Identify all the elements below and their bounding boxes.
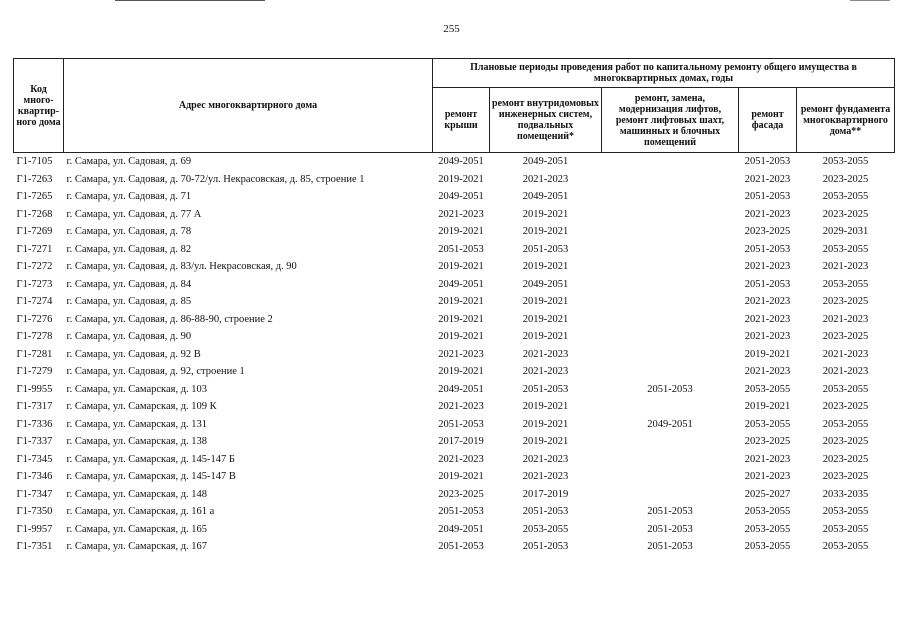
cell-facade: 2053-2055 [744,418,791,430]
cell-facade: 2051-2053 [744,243,791,255]
cell-foundation: 2053-2055 [822,383,869,395]
table-row [14,153,895,171]
cell-foundation: 2023-2025 [822,453,869,465]
cell-engineering: 2019-2021 [522,401,569,412]
cell-lifts [602,258,739,276]
cell-roof: 2019-2021 [438,313,484,325]
table-row [14,293,895,311]
cell-facade: 2021-2023 [744,471,791,482]
cell-roof: 2019-2021 [438,173,484,185]
cell-address: г. Самара, ул. Садовая, д. 78 [66,226,192,237]
cell-code: Г1-7276 [16,313,53,325]
cell-roof: 2051-2053 [438,418,484,430]
cell-address: г. Самара, ул. Самарская, д. 148 [66,488,208,500]
cell-address: г. Самара, ул. Садовая, д. 90 [66,331,192,342]
table-row [14,486,895,504]
cell-code: Г1-9955 [16,383,53,395]
cell-address: г. Самара, ул. Садовая, д. 92, строение 1 [66,366,245,377]
cell-lifts: 2051-2053 [647,523,693,535]
cell-engineering: 2019-2021 [522,313,569,325]
cell-code: Г1-9957 [16,523,53,535]
cell-engineering: 2049-2051 [522,191,569,202]
cell-facade: 2053-2055 [744,541,791,552]
cell-address: г. Самара, ул. Самарская, д. 131 [66,418,208,430]
cell-foundation: 2023-2025 [822,296,869,307]
cell-roof: 2019-2021 [438,366,484,377]
table-row [14,346,895,364]
cell-code: Г1-7278 [16,331,53,342]
cell-code: Г1-7281 [16,348,53,360]
cell-roof: 2019-2021 [438,471,484,482]
cell-engineering: 2051-2053 [522,506,569,517]
cell-engineering: 2051-2053 [522,243,569,255]
header-roof: ремонт крыши [433,88,490,153]
cell-code: Г1-7351 [16,541,53,552]
cell-foundation: 2021-2023 [822,313,869,325]
cell-foundation: 2023-2025 [822,436,869,447]
table-row [14,241,895,259]
cell-roof: 2049-2051 [438,278,484,290]
cell-lifts: 2051-2053 [647,383,693,395]
cell-foundation: 2053-2055 [822,523,869,535]
cell-address: г. Самара, ул. Садовая, д. 86-88-90, строение 2 [66,313,273,325]
cell-address: г. Самара, ул. Самарская, д. 161 а [66,506,215,517]
table-row [14,206,895,224]
cell-roof: 2017-2019 [438,436,484,447]
cell-foundation: 2021-2023 [822,366,869,377]
cell-facade: 2051-2053 [744,156,791,167]
cell-facade: 2051-2053 [744,278,791,290]
cell-code: Г1-7337 [16,436,53,447]
scan-edge-line [850,0,890,1]
header-facade: ремонт фасада [739,88,797,153]
table-row [14,451,895,469]
cell-roof: 2019-2021 [438,331,484,342]
cell-code: Г1-7345 [16,453,53,465]
table-row [14,538,895,556]
cell-code: Г1-7105 [16,156,53,167]
header-engineering: ремонт внутридомовых инженерных систем, подвальных помещений* [490,88,602,153]
cell-facade: 2019-2021 [744,348,791,360]
cell-facade: 2021-2023 [744,208,791,220]
cell-code: Г1-7279 [16,366,53,377]
cell-lifts: 2049-2051 [647,418,693,430]
table-row [14,188,895,206]
cell-facade: 2051-2053 [744,191,791,202]
cell-foundation: 2029-2031 [822,226,869,237]
cell-lifts [602,451,739,469]
cell-code: Г1-7274 [16,296,53,307]
cell-code: Г1-7272 [16,261,53,272]
cell-facade: 2021-2023 [744,173,791,185]
cell-facade: 2021-2023 [744,261,791,272]
table-row [14,258,895,276]
table-row [14,433,895,451]
cell-code: Г1-7346 [16,471,53,482]
header-address: Адрес многоквартирного дома [64,59,433,153]
cell-facade: 2021-2023 [744,296,791,307]
cell-lifts [602,206,739,224]
cell-foundation: 2053-2055 [822,243,869,255]
cell-address: г. Самара, ул. Садовая, д. 83/ул. Некрасовская, д. 90 [66,261,297,272]
cell-facade: 2023-2025 [744,226,791,237]
cell-foundation: 2053-2055 [822,506,869,517]
cell-code: Г1-7265 [16,191,53,202]
cell-foundation: 2053-2055 [822,418,869,430]
cell-roof: 2019-2021 [438,296,484,307]
cell-facade: 2023-2025 [744,436,791,447]
cell-foundation: 2053-2055 [822,156,869,167]
cell-lifts [602,346,739,364]
cell-facade: 2019-2021 [744,401,791,412]
table-body [14,153,895,556]
cell-address: г. Самара, ул. Садовая, д. 71 [66,191,192,202]
cell-address: г. Самара, ул. Садовая, д. 69 [66,156,192,167]
cell-lifts: 2051-2053 [647,506,693,517]
cell-lifts [602,398,739,416]
table-row [14,416,895,434]
cell-engineering: 2019-2021 [522,261,569,272]
cell-foundation: 2023-2025 [822,471,869,482]
cell-address: г. Самара, ул. Самарская, д. 167 [66,541,208,552]
cell-engineering: 2053-2055 [522,523,569,535]
table-header [14,59,895,153]
table-row [14,521,895,539]
repair-schedule-table [13,58,895,556]
cell-address: г. Самара, ул. Самарская, д. 109 К [66,401,217,412]
cell-code: Г1-7350 [16,506,53,517]
table-row [14,311,895,329]
page-number: 255 [443,23,460,35]
cell-address: г. Самара, ул. Садовая, д. 82 [66,243,192,255]
table-row [14,328,895,346]
cell-address: г. Самара, ул. Самарская, д. 103 [66,383,208,395]
cell-code: Г1-7347 [16,488,53,500]
cell-code: Г1-7273 [16,278,53,290]
cell-engineering: 2019-2021 [522,226,569,237]
cell-roof: 2051-2053 [438,506,484,517]
cell-lifts [602,468,739,486]
cell-facade: 2053-2055 [744,383,791,395]
cell-engineering: 2017-2019 [522,488,569,500]
cell-engineering: 2021-2023 [522,348,569,360]
table-row [14,363,895,381]
cell-roof: 2019-2021 [438,226,484,237]
cell-facade: 2021-2023 [744,453,791,465]
cell-engineering: 2021-2023 [522,366,569,377]
cell-engineering: 2019-2021 [522,436,569,447]
cell-foundation: 2023-2025 [822,331,869,342]
cell-lifts [602,293,739,311]
cell-code: Г1-7263 [16,173,53,185]
table-row [14,171,895,189]
cell-facade: 2053-2055 [744,506,791,517]
cell-address: г. Самара, ул. Садовая, д. 92 В [66,348,201,360]
header-periods: Плановые периоды проведения работ по капитальному ремонту общего имущества в многоквартирных домах, годы [433,59,895,88]
cell-roof: 2021-2023 [438,208,484,220]
cell-roof: 2019-2021 [438,261,484,272]
cell-engineering: 2049-2051 [522,278,569,290]
header-lifts: ремонт, замена, модернизация лифтов, ремонт лифтовых шахт, машинных и блочных помещений [602,88,739,153]
cell-lifts [602,223,739,241]
cell-engineering: 2051-2053 [522,383,569,395]
cell-engineering: 2021-2023 [522,471,569,482]
cell-roof: 2049-2051 [438,523,484,535]
cell-address: г. Самара, ул. Самарская, д. 145-147 Б [66,453,235,465]
cell-address: г. Самара, ул. Садовая, д. 70-72/ул. Некрасовская, д. 85, строение 1 [66,173,365,185]
cell-foundation: 2023-2025 [822,208,869,220]
header-foundation: ремонт фундамента многоквартирного дома** [797,88,895,153]
cell-foundation: 2021-2023 [822,261,869,272]
cell-engineering: 2049-2051 [522,156,569,167]
header-code: Код много-квартир-ного дома [14,59,64,153]
cell-roof: 2021-2023 [438,401,484,412]
cell-lifts [602,276,739,294]
cell-facade: 2021-2023 [744,313,791,325]
cell-foundation: 2053-2055 [822,541,869,552]
cell-facade: 2025-2027 [744,488,791,500]
cell-roof: 2049-2051 [438,156,484,167]
cell-facade: 2053-2055 [744,523,791,535]
cell-foundation: 2053-2055 [822,278,869,290]
cell-engineering: 2019-2021 [522,208,569,220]
table-row [14,276,895,294]
cell-code: Г1-7336 [16,418,53,430]
cell-foundation: 2053-2055 [822,191,869,202]
cell-engineering: 2051-2053 [522,541,569,552]
scan-edge-line [115,0,265,1]
table-row [14,398,895,416]
cell-lifts [602,311,739,329]
cell-roof: 2049-2051 [438,191,484,202]
table-row [14,223,895,241]
cell-lifts: 2051-2053 [647,541,693,552]
table-row [14,503,895,521]
cell-roof: 2051-2053 [438,243,484,255]
cell-foundation: 2021-2023 [822,348,869,360]
cell-roof: 2023-2025 [438,488,484,500]
cell-code: Г1-7269 [16,226,53,237]
table-row [14,381,895,399]
cell-lifts [602,188,739,206]
cell-address: г. Самара, ул. Самарская, д. 165 [66,523,208,535]
cell-roof: 2021-2023 [438,348,484,360]
cell-facade: 2021-2023 [744,331,791,342]
cell-code: Г1-7268 [16,208,53,220]
cell-code: Г1-7271 [16,243,53,255]
cell-foundation: 2023-2025 [822,401,869,412]
cell-roof: 2049-2051 [438,383,484,395]
cell-lifts [602,171,739,189]
cell-facade: 2021-2023 [744,366,791,377]
cell-address: г. Самара, ул. Садовая, д. 85 [66,296,192,307]
cell-foundation: 2023-2025 [822,173,869,185]
cell-foundation: 2033-2035 [822,488,869,500]
table-row [14,468,895,486]
cell-engineering: 2019-2021 [522,296,569,307]
cell-engineering: 2021-2023 [522,173,569,185]
cell-address: г. Самара, ул. Самарская, д. 138 [66,436,208,447]
cell-roof: 2051-2053 [438,541,484,552]
cell-lifts [602,241,739,259]
cell-lifts [602,363,739,381]
header-row [14,59,895,88]
cell-lifts [602,486,739,504]
cell-address: г. Самара, ул. Садовая, д. 84 [66,278,192,290]
cell-address: г. Самара, ул. Садовая, д. 77 А [66,208,202,220]
cell-engineering: 2019-2021 [522,418,569,430]
cell-lifts [602,153,739,171]
cell-engineering: 2021-2023 [522,453,569,465]
cell-roof: 2021-2023 [438,453,484,465]
cell-address: г. Самара, ул. Самарская, д. 145-147 В [66,471,236,482]
cell-engineering: 2019-2021 [522,331,569,342]
cell-lifts [602,433,739,451]
cell-code: Г1-7317 [16,401,53,412]
cell-lifts [602,328,739,346]
